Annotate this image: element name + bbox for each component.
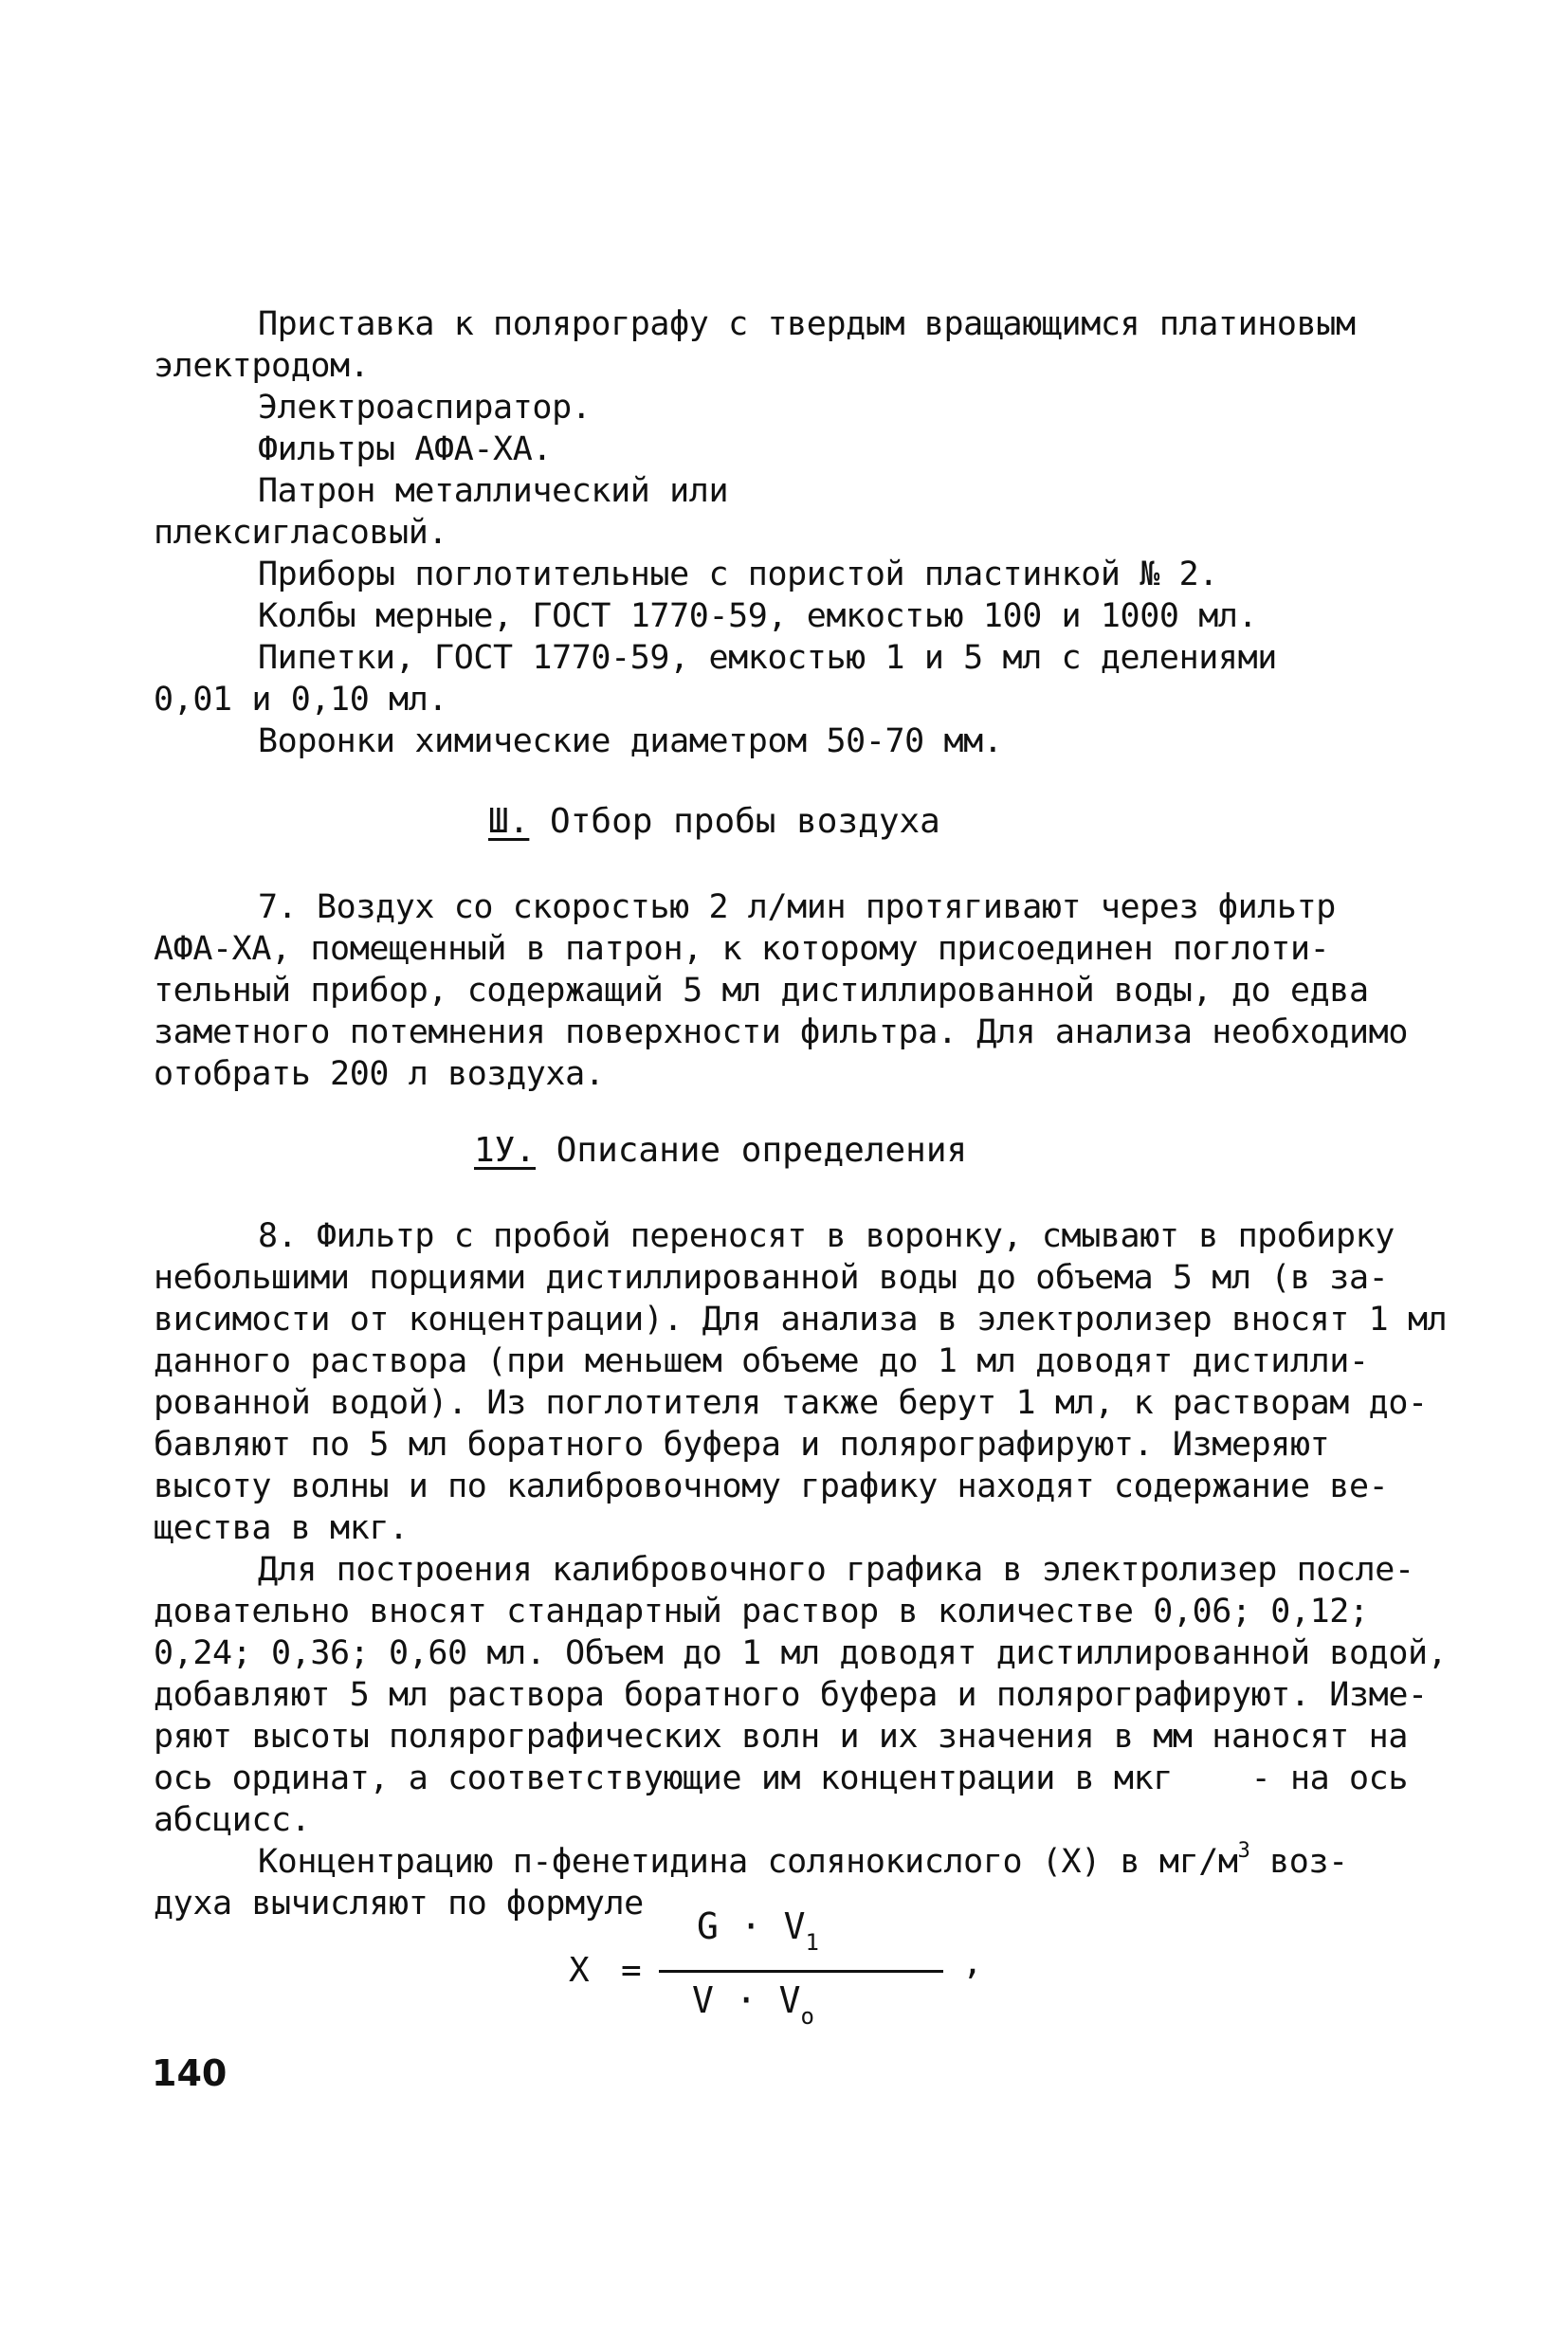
text-line: духа вычисляют по формуле (154, 1885, 644, 1923)
formula-subscript: 1 (805, 1929, 819, 1956)
text-line: 0,24; 0,36; 0,60 мл. Объем до 1 мл доводят дистиллированной водой, (154, 1634, 1448, 1672)
text-line (258, 1841, 1348, 1887)
superscript: 3 (1237, 1839, 1250, 1863)
text-line: 0,01 и 0,10 мл. (154, 681, 448, 719)
formula-symbol: V (783, 1905, 806, 1947)
formula-operator: · (735, 1979, 757, 2021)
text-line: щества в мкг. (154, 1509, 409, 1547)
text-fragment: Концентрацию п-фенетидина солянокислого (Х) в мг/м (258, 1843, 1238, 1881)
text-line: Пипетки, ГОСТ 1770-59, емкостью 1 и 5 мл с делениями (258, 639, 1277, 677)
formula-symbol: G (697, 1905, 719, 1947)
text-line: бавляют по 5 мл боратного буфера и полярографируют. Измеряют (154, 1426, 1330, 1464)
formula-symbol: V (778, 1979, 801, 2021)
text-line: небольшими порциями дистиллированной воды до объема 5 мл (в за- (154, 1259, 1389, 1297)
text-line: Воронки химические диаметром 50-70 мм. (258, 722, 1003, 760)
section-numeral: 1У. (474, 1131, 537, 1170)
text-line: Электроаспиратор. (258, 389, 592, 427)
text-line: довательно вносят стандартный раствор в количестве 0,06; 0,12; (154, 1593, 1369, 1631)
formula-comma: , (962, 1943, 983, 1982)
text-line: 7. Воздух со скоростью 2 л/мин протягивают через фильтр (258, 888, 1336, 926)
formula-denominator (692, 1979, 814, 2030)
section-title: Отбор пробы воздуха (550, 802, 940, 841)
formula-symbol: V (692, 1979, 714, 2021)
text-line: добавляют 5 мл раствора боратного буфера и полярографируют. Изме- (154, 1676, 1428, 1714)
section-heading (488, 801, 940, 843)
formula-subscript: o (800, 2003, 814, 2030)
formula-lhs: X (569, 1951, 590, 1990)
section-numeral: Ш. (488, 802, 530, 841)
text-line: Патрон металлический или (258, 472, 729, 510)
text-line: Приставка к полярографу с твердым вращающимся платиновым (258, 305, 1356, 343)
text-line: Приборы поглотительные с пористой пластинкой № 2. (258, 556, 1218, 593)
text-line: заметного потемнения поверхности фильтра. Для анализа необходимо (154, 1013, 1408, 1051)
fraction-bar (659, 1970, 943, 1973)
text-fragment: воз- (1249, 1843, 1348, 1881)
formula-equals: = (621, 1951, 642, 1990)
text-line: висимости от концентрации). Для анализа в электролизер вносят 1 мл (154, 1301, 1448, 1339)
formula-numerator (697, 1905, 819, 1956)
text-line: Для построения калибровочного графика в электролизер после- (258, 1551, 1414, 1589)
text-line: АФА-ХА, помещенный в патрон, к которому присоединен поглоти- (154, 930, 1330, 968)
formula-operator: · (739, 1905, 762, 1947)
section-heading (474, 1130, 967, 1172)
text-line: 8. Фильтр с пробой переносят в воронку, смывают в пробирку (258, 1217, 1395, 1255)
text-line: Колбы мерные, ГОСТ 1770-59, емкостью 100 и 1000 мл. (258, 597, 1258, 635)
text-line: электродом. (154, 347, 370, 385)
section-title: Описание определения (556, 1131, 968, 1170)
text-line: Фильтры АФА-ХА. (258, 430, 553, 468)
text-line: ряют высоты полярографических волн и их значения в мм наносят на (154, 1718, 1408, 1756)
page-number: 140 (152, 2052, 228, 2094)
text-line: отобрать 200 л воздуха. (154, 1055, 605, 1093)
text-line: тельный прибор, содержащий 5 мл дистиллированной воды, до едва (154, 972, 1369, 1010)
text-line: ось ординат, а соответствующие им концентрации в мкг - на ось (154, 1759, 1408, 1797)
formula (550, 1905, 1005, 2038)
text-line: абсцисс. (154, 1801, 311, 1839)
text-line: рованной водой). Из поглотителя также берут 1 мл, к растворам до- (154, 1384, 1428, 1422)
text-line: плексигласовый. (154, 514, 448, 552)
text-line: данного раствора (при меньшем объеме до 1 мл доводят дистилли- (154, 1342, 1369, 1380)
text-line: высоту волны и по калибровочному графику находят содержание ве- (154, 1467, 1389, 1505)
